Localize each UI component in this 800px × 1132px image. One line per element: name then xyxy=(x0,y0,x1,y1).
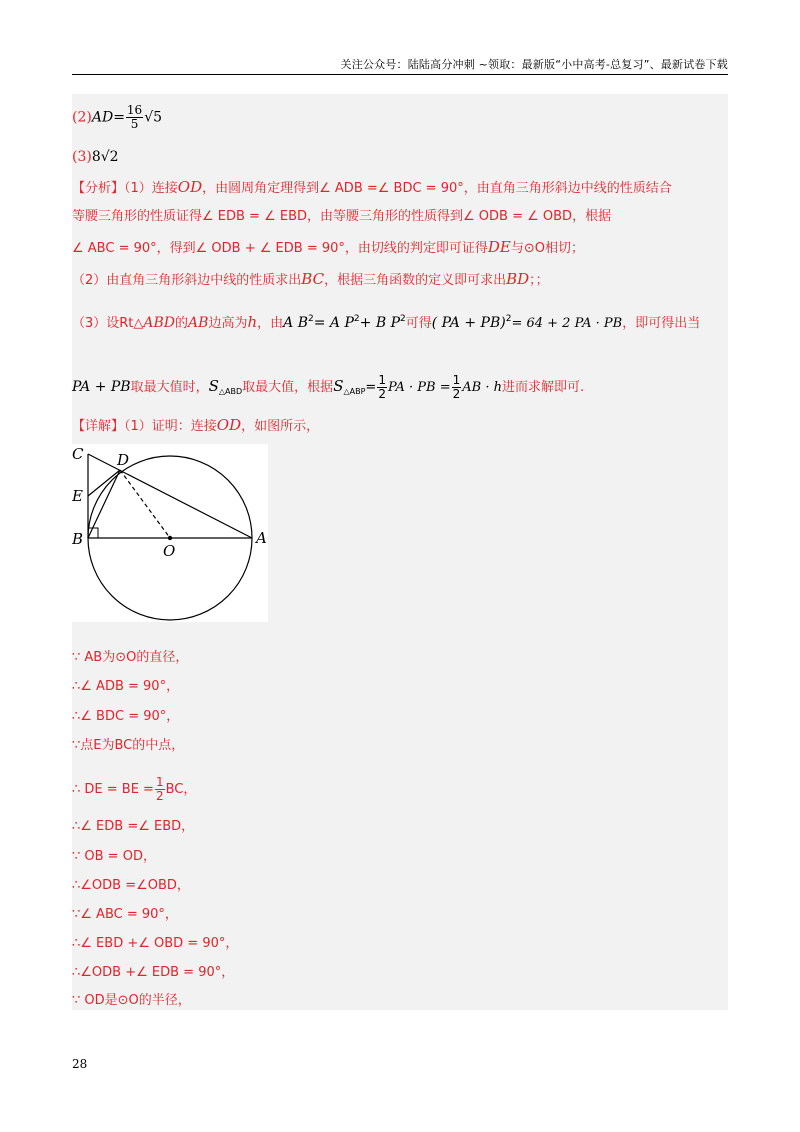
analysis-line-2: 等腰三角形的性质证得∠ EDB = ∠ EBD，由等腰三角形的性质得到∠ ODB = ∠ OBD，根据 xyxy=(72,209,612,224)
label-e: E xyxy=(72,487,83,505)
label-o: O xyxy=(163,542,176,560)
segment-ed xyxy=(88,470,120,496)
analysis-line-5: （3）设Rt△ABD的AB边高为h，由A $B^2= A$ $P^2+ B$ $P^2$可得( PA + PB)$^2$= 64 + 2 PA · PB，即可得出当 xyxy=(72,313,701,331)
solution-intro: 【详解】（1）证明：连接OD，如图所示， xyxy=(72,416,320,434)
fraction: $\frac{16}{5}$ xyxy=(126,103,143,131)
analysis-line-3: ∠ ABC = 90°，得到∠ ODB + ∠ EDB = 90°，由切线的判定即可证得DE与⊙O相切； xyxy=(72,238,585,256)
proof-step: ∴∠ODB +∠ EDB = 90°， xyxy=(72,965,235,980)
segment-ca xyxy=(88,454,252,538)
label-d: D xyxy=(117,451,130,469)
page-number: 28 xyxy=(72,1057,88,1071)
proof-step: ∴∠ EBD +∠ OBD = 90°， xyxy=(72,936,239,951)
analysis-line-1: 【分析】（1）连接OD，由圆周角定理得到∠ ADB =∠ BDC = 90°，由直角三角形斜边中线的性质结合 xyxy=(72,178,672,196)
analysis-line-4: （2）由直角三角形斜边中线的性质求出BC，根据三角函数的定义即可求出BD；； xyxy=(72,270,549,288)
analysis-line-6: PA + PB取最大值时，$S_{\triangle ABD}$取最大值，根据$S_{\triangle ABP}=$ $\frac{1}{2}$ PA · PB = $\frac{1}{2}$ AB · h进而求解即可. xyxy=(72,373,585,401)
solution-panel xyxy=(72,94,728,1010)
proof-step: ∴ DE = BE = $\frac{1}{2}$ BC， xyxy=(72,775,197,803)
header-divider xyxy=(72,74,728,75)
answer-q3: (3)8√2 xyxy=(72,149,119,165)
proof-step: ∴∠ ADB = 90°， xyxy=(72,679,180,694)
proof-step: ∴∠ EDB =∠ EBD， xyxy=(72,819,195,834)
segment-od xyxy=(120,470,170,538)
proof-step: ∴∠ODB =∠OBD， xyxy=(72,878,190,893)
answer-q2: (2)AD= $\frac{16}{5}$ √5 xyxy=(72,103,163,131)
proof-step: ∵∠ ABC = 90°， xyxy=(72,907,178,922)
proof-step: ∵ OD是⊙O的半径， xyxy=(72,993,191,1008)
center-point xyxy=(168,536,172,540)
proof-step: ∵ AB为⊙O的直径， xyxy=(72,650,189,665)
circle-diagram xyxy=(72,444,268,622)
label-a: A xyxy=(256,529,267,547)
geometry-figure xyxy=(72,444,268,622)
proof-step: ∵点E为BC的中点， xyxy=(72,738,185,753)
proof-step: ∵ OB = OD， xyxy=(72,849,156,864)
proof-step: ∴∠ BDC = 90°， xyxy=(72,709,180,724)
label-b: B xyxy=(72,530,84,548)
page-header: 关注公众号：陆陆高分冲刺 ~领取：最新版“小中高考-总复习”、最新试卷下载 xyxy=(340,58,728,71)
label-c: C xyxy=(72,445,84,463)
right-angle-mark xyxy=(88,528,98,538)
